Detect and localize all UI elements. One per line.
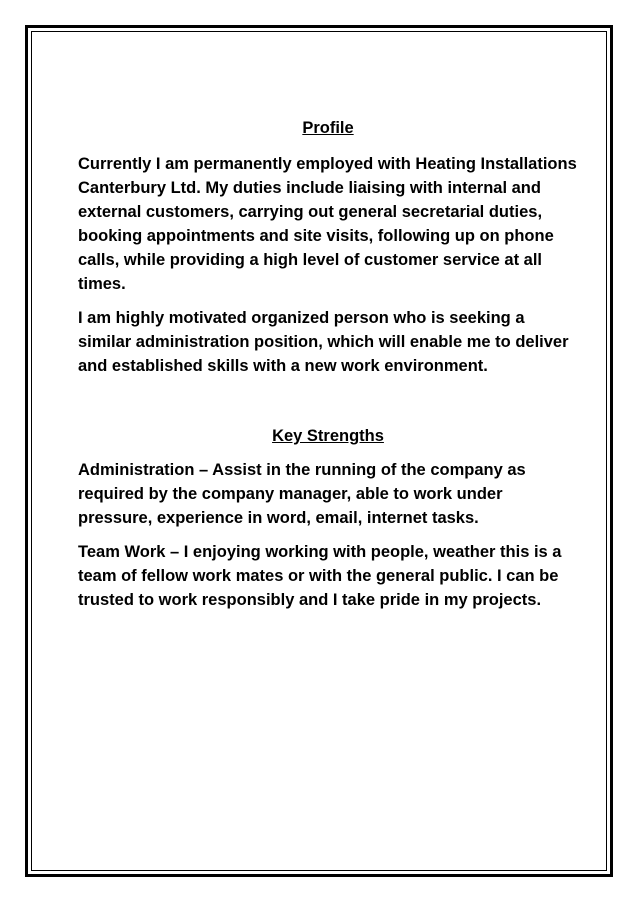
profile-paragraph: I am highly motivated organized person who is seeking a similar administration position, which will enable me to deliver and established skills with a new work environment. [78,309,569,375]
document-body [78,116,578,612]
key-strengths-heading: Key Strengths [272,427,384,445]
profile-paragraph: Currently I am permanently employed with Heating Installations Canterbury Ltd. My duties include liaising with internal and external customers, carrying out general secretarial duties, booking appointments and site visits, following up on phone calls, while providing a high level of customer service at all times. [78,155,577,293]
profile-heading: Profile [302,119,354,137]
strength-teamwork: Team Work – I enjoying working with people, weather this is a team of fellow work mates or with the general public. I can be trusted to work responsibly and I take pride in my projects. [78,543,562,609]
strength-administration: Administration – Assist in the running of the company as required by the company manager, able to work under pressure, experience in word, email, internet tasks. [78,461,526,527]
